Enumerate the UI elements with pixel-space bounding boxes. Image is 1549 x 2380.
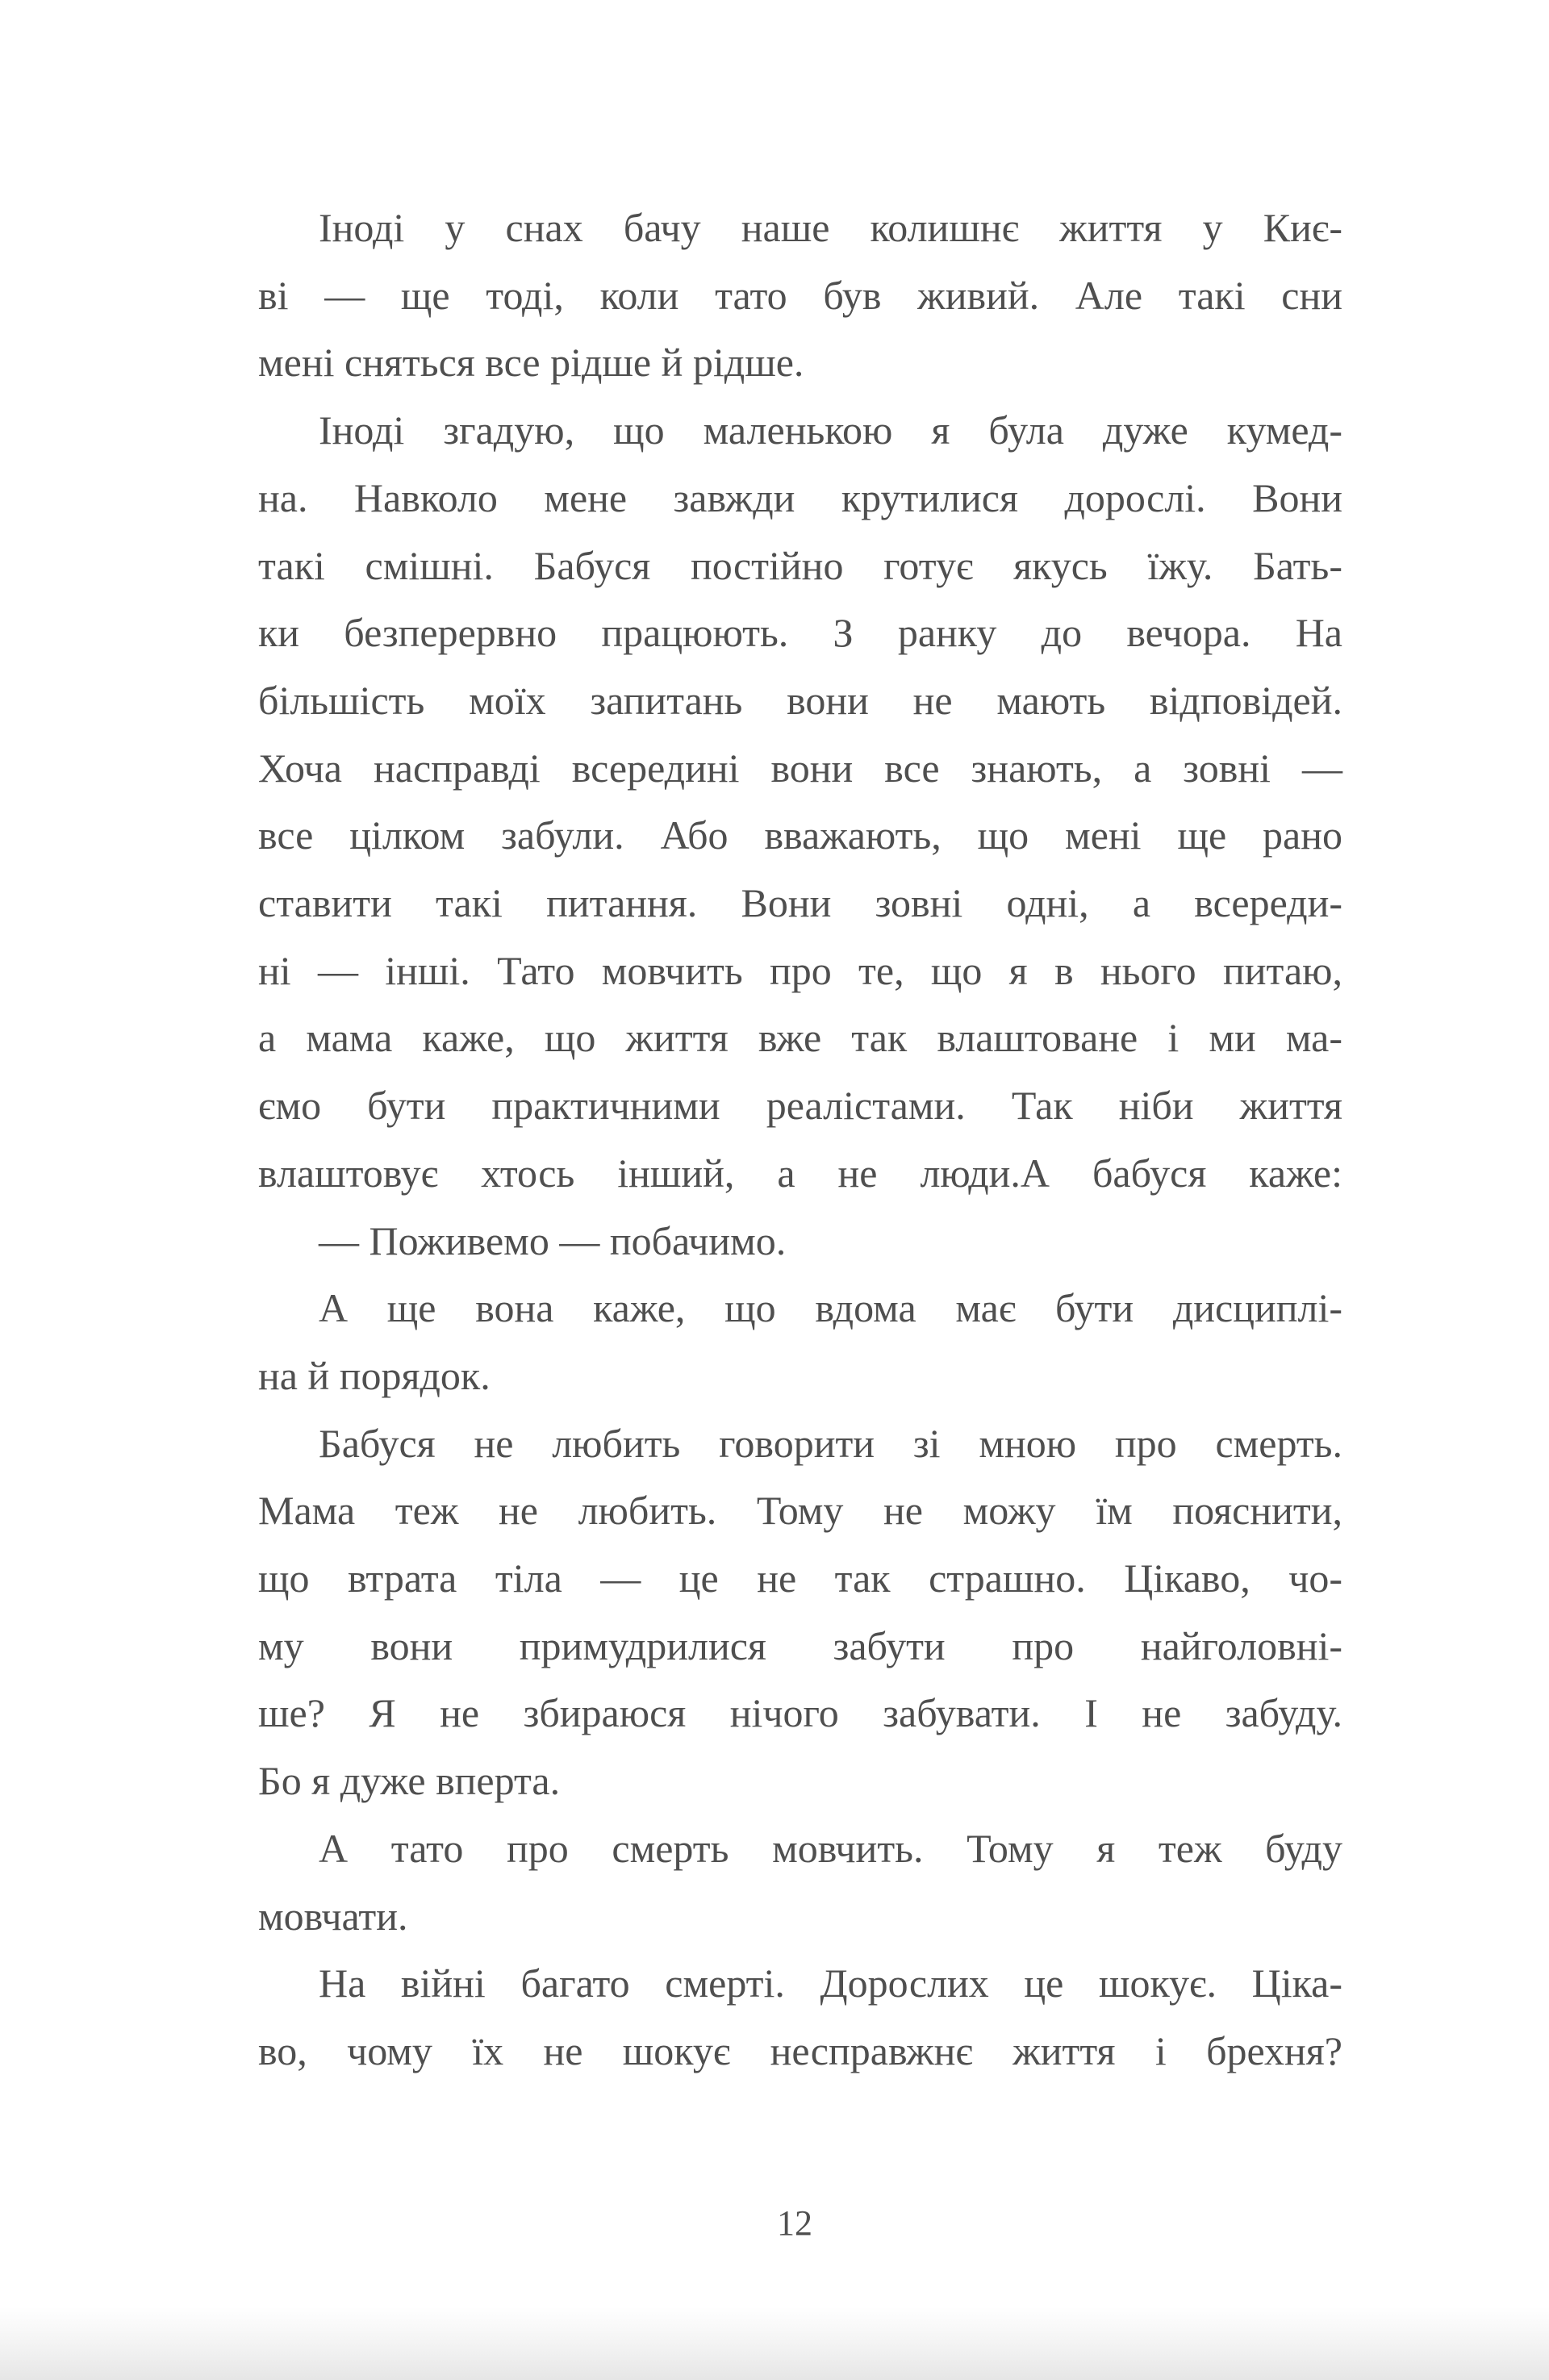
text-line: такі смішні. Бабуся постійно готує якусь їжу. Бать- — [258, 542, 1342, 588]
page-number: 12 — [777, 2203, 812, 2243]
text-line: ше? Я не збираюся нічого забувати. І не забуду. — [258, 1690, 1342, 1736]
text-line: мовчати. — [258, 1893, 408, 1939]
text-line: мені сняться все рідше й рідше. — [258, 340, 804, 386]
text-line: Бабуся не любить говорити зі мною про смерть. — [319, 1420, 1342, 1466]
text-line: во, чому їх не шокує несправжнє життя і брехня? — [258, 2027, 1342, 2073]
text-line: ні — інші. Тато мовчить про те, що я в нього питаю, — [258, 947, 1342, 993]
text-line: все цілком забули. Або вважають, що мені ще рано — [258, 812, 1342, 858]
text-line: на й порядок. — [258, 1352, 491, 1398]
text-line: Іноді згадую, що маленькою я була дуже кумед- — [319, 407, 1342, 453]
text-line: Бо я дуже вперта. — [258, 1758, 561, 1804]
text-line: ємо бути практичними реалістами. Так ніби життя — [258, 1083, 1342, 1129]
text-line: ві — ще тоді, коли тато був живий. Але такі сни — [258, 272, 1342, 318]
text-line: Хоча насправді всередині вони все знають, а зовні — — [258, 745, 1342, 791]
text-line: му вони примудрилися забути про найголовні- — [258, 1622, 1342, 1668]
text-line: влаштовує хтось інший, а не люди.А бабуся каже: — [258, 1150, 1342, 1196]
text-line: А ще вона каже, що вдома має бути дисциплі- — [319, 1285, 1342, 1331]
text-line: Іноді у снах бачу наше колишнє життя у Киє- — [319, 205, 1342, 250]
text-line: а мама каже, що життя вже так влаштоване і ми ма- — [258, 1015, 1342, 1061]
text-line: більшість моїх запитань вони не мають відповідей. — [258, 677, 1342, 723]
text-line: ставити такі питання. Вони зовні одні, а всереди- — [258, 880, 1342, 925]
text-line: Мама теж не любить. Тому не можу їм пояснити, — [258, 1488, 1342, 1534]
text-line: — Поживемо — побачимо. — [319, 1217, 787, 1263]
text-line: на. Навколо мене завжди крутилися дорослі. Вони — [258, 474, 1342, 520]
text-line: що втрата тіла — це не так страшно. Цікаво, чо- — [258, 1555, 1342, 1601]
text-line: На війні багато смерті. Дорослих це шокує. Ціка- — [319, 1960, 1342, 2006]
text-line: ки безперервно працюють. З ранку до вечора. На — [258, 610, 1342, 656]
text-line: А тато про смерть мовчить. Тому я теж буду — [319, 1825, 1342, 1871]
